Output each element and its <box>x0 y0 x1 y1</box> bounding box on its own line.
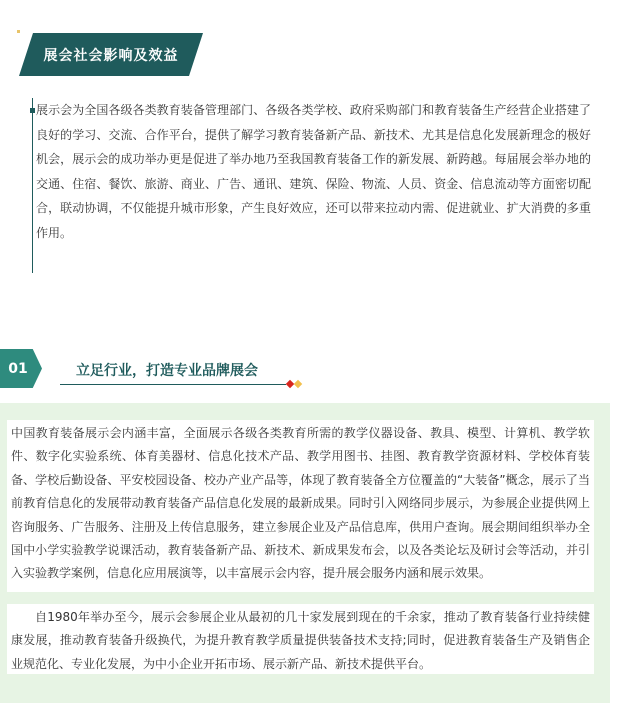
history-paragraph: 自1980年举办至今，展示会参展企业从最初的几十家发展到现在的千余家，推动了教育装备行业持续健康发展，推动教育装备升级换代，为提升教育教学质量提供装备技术支持;同时，促进教育装备生产及销售企业规范化、专业化发展，为中小企业开拓市场、展示新产品、新技术提供平台。 <box>7 604 594 674</box>
exhibition-scope-paragraph: 中国教育装备展示会内涵丰富，全面展示各级各类教育所需的教学仪器设备、教具、模型、计算机、教学软件、数字化实验系统、体育美器材、信息化技术产品、教学用图书、挂图、教育教学资源材料、学校体育装备、学校后勤设备、平安校园设备、校办产业产品等，体现了教育装备全方位覆盖的“大装备”概念，展示了当前教育信息化的发展带动教育装备产品信息化发展的最新成果。同时引入网络同步展示，为参展企业提供网上咨询服务、广告服务、注册及上传信息服务，建立参展企业及产品信息库，供用户查询。展会期间组织举办全国中小学实验教学说课活动，教育装备新产品、新技术、新成果发布会，以及各类论坛及研讨会等活动，并引入实验教学案例，信息化应用展演等，以丰富展示会内容，提升展会服务内涵和展示效果。 <box>7 420 594 592</box>
section-title: 展会社会影响及效益 <box>43 47 179 64</box>
vertical-divider-line <box>32 98 33 273</box>
line-marker-dot <box>30 108 35 113</box>
section-number: 01 <box>8 360 28 377</box>
yellow-diamond-icon <box>294 380 302 388</box>
heading-underline <box>60 384 286 385</box>
impact-paragraph: 展示会为全国各级各类教育装备管理部门、各级各类学校、政府采购部门和教育装备生产经营企业搭建了良好的学习、交流、合作平台，提供了解学习教育装备新产品、新技术、尤其是信息化发展新理念的极好机会，展示会的成功举办更是促进了举办地乃至我国教育装备工作的新发展、新跨越。每届展会举办地的交通、住宿、餐饮、旅游、商业、广告、通讯、建筑、保险、物流、人员、资金、信息流动等方面密切配合，联动协调，不仅能提升城市形象，产生良好效应，还可以带来拉动内需、促进就业、扩大消费的多重作用。 <box>36 103 591 240</box>
section-heading: 立足行业，打造专业品牌展会 <box>76 363 258 379</box>
